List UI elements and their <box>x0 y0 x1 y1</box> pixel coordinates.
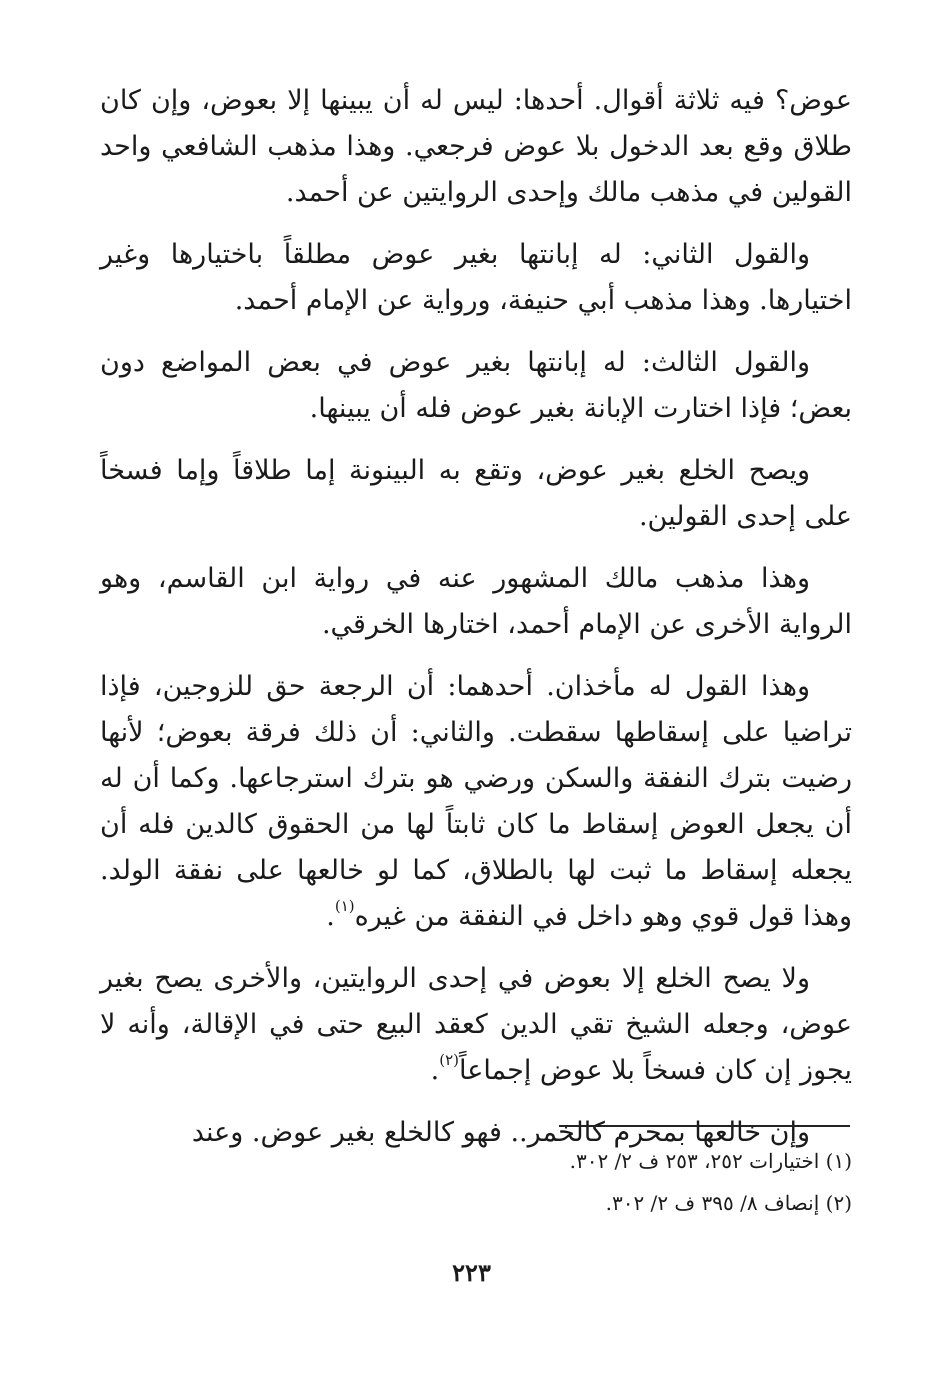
footnote-divider <box>559 1125 850 1127</box>
page-body <box>100 78 852 1172</box>
paragraph-text: ويصح الخلع بغير عوض، وتقع به البينونة إما طلاقاً وإما فسخاً على إحدى القولين. <box>100 455 852 532</box>
paragraph-3 <box>100 340 852 432</box>
footnote-ref-1[interactable]: (١) <box>334 897 355 915</box>
footnote-number: (١) <box>825 1149 852 1173</box>
paragraph-text: ولا يصح الخلع إلا بعوض في إحدى الروايتين، والأخرى يصح بغير عوض، وجعله الشيخ تقي الدين كعقد البيع حتى في الإقالة، وأنه لا يجوز إن كان فسخاً بلا عوض إجماعاً <box>100 963 852 1086</box>
footnote-text: إنصاف ٨/ ٣٩٥ ف ٢/ ٣٠٢. <box>605 1191 820 1215</box>
page-number: ٢٢٣ <box>452 1258 491 1287</box>
footnote-number: (٢) <box>825 1191 852 1215</box>
paragraph-7 <box>100 956 852 1094</box>
paragraph-2 <box>100 232 852 324</box>
footnotes <box>400 1140 852 1224</box>
paragraph-5 <box>100 556 852 648</box>
footnote-2 <box>400 1182 852 1224</box>
footnote-1 <box>400 1140 852 1182</box>
paragraph-text: والقول الثاني: له إبانتها بغير عوض مطلقاً باختيارها وغير اختيارها. وهذا مذهب أبي حنيفة، ورواية عن الإمام أحمد. <box>100 239 852 316</box>
paragraph-text: عوض؟ فيه ثلاثة أقوال. أحدها: ليس له أن يبينها إلا بعوض، وإن كان طلاق وقع بعد الدخول بلا عوض فرجعي. وهذا مذهب الشافعي واحد القولين في مذهب مالك وإحدى الروايتين عن أحمد. <box>100 85 852 208</box>
paragraph-6 <box>100 664 852 940</box>
paragraph-tail: . <box>326 901 335 932</box>
footnote-text: اختيارات ٢٥٢، ٢٥٣ ف ٢/ ٣٠٢. <box>569 1149 820 1173</box>
paragraph-tail: . <box>430 1055 440 1086</box>
paragraph-4 <box>100 448 852 540</box>
paragraph-text: وهذا القول له مأخذان. أحدهما: أن الرجعة حق للزوجين، فإذا تراضيا على إسقاطها سقطت. والثاني: أن ذلك فرقة بعوض؛ لأنها رضيت بترك النفقة والسكن ورضي هو بترك استرجاعها. وكما أن له أن يجعل العوض إسقاط ما كان ثابتاً لها من الحقوق كالدين فله أن يجعله إسقاط ما ثبت لها بالطلاق، كما لو خالعها على نفقة الولد. وهذا قول قوي وهو داخل في النفقة من غيره <box>100 671 852 932</box>
paragraph-text: وإن خالعها بمحرم كالخمر.. فهو كالخلع بغير عوض. وعند <box>191 1117 810 1148</box>
paragraph-text: وهذا مذهب مالك المشهور عنه في رواية ابن القاسم، وهو الرواية الأخرى عن الإمام أحمد، اختارها الخرقي. <box>100 563 852 640</box>
paragraph-text: والقول الثالث: له إبانتها بغير عوض في بعض المواضع دون بعض؛ فإذا اختارت الإبانة بغير عوض فله أن يبينها. <box>100 347 852 424</box>
paragraph-1 <box>100 78 852 216</box>
footnote-ref-2[interactable]: (٢) <box>439 1051 459 1069</box>
